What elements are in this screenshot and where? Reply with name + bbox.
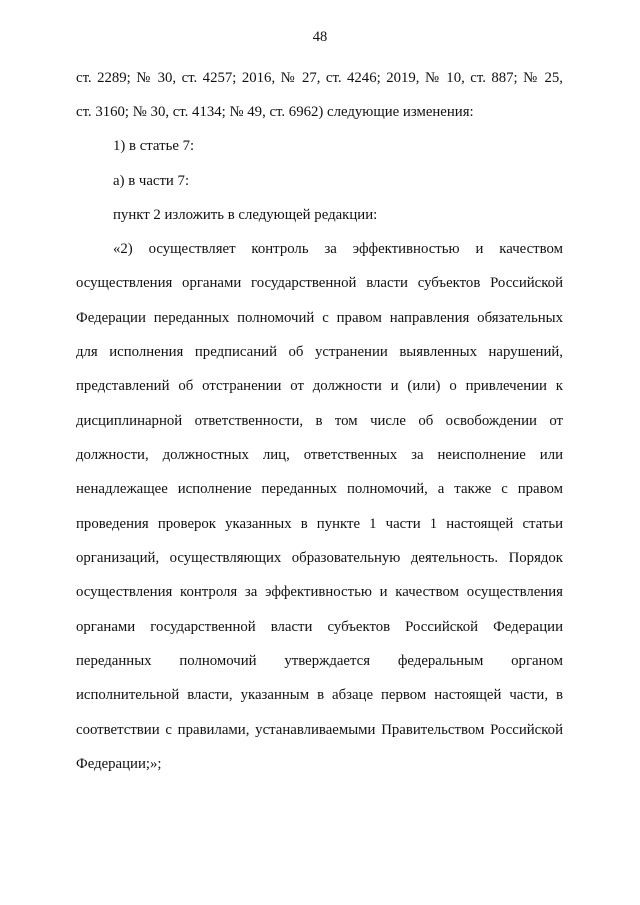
text-line: организаций, осуществляющих образовательную деятельность. Порядок	[76, 550, 563, 566]
text-line: осуществления органами государственной власти субъектов Российской	[76, 275, 563, 291]
list-item-part: а) в части 7:	[113, 173, 190, 189]
text-line: ст. 3160; № 30, ст. 4134; № 49, ст. 6962) следующие изменения:	[76, 104, 474, 120]
list-item-article: 1) в статье 7:	[113, 138, 195, 154]
instruction-line: пункт 2 изложить в следующей редакции:	[113, 207, 378, 223]
text-line: дисциплинарной ответственности, в том числе об освобождении от	[76, 413, 563, 429]
text-line: проведения проверок указанных в пункте 1 части 1 настоящей статьи	[76, 516, 563, 532]
text-line: Федерации переданных полномочий с правом направления обязательных	[76, 310, 563, 326]
text-line: органами государственной власти субъектов Российской Федерации	[76, 619, 563, 635]
text-line: должности, должностных лиц, ответственных за неисполнение или	[76, 447, 563, 463]
quoted-paragraph-start: «2) осуществляет контроль за эффективностью и качеством	[113, 241, 563, 257]
text-line: соответствии с правилами, устанавливаемыми Правительством Российской	[76, 722, 563, 738]
text-line: ст. 2289; № 30, ст. 4257; 2016, № 27, ст. 4246; 2019, № 10, ст. 887; № 25,	[76, 70, 563, 86]
text-line: переданных полномочий утверждается федеральным органом	[76, 653, 563, 669]
text-line: ненадлежащее исполнение переданных полномочий, а также с правом	[76, 481, 563, 497]
page-number: 48	[312, 29, 328, 45]
text-line-last: Федерации;»;	[76, 756, 162, 772]
text-line: для исполнения предписаний об устранении выявленных нарушений,	[76, 344, 563, 360]
text-line: осуществления контроля за эффективностью и качеством осуществления	[76, 584, 563, 600]
text-line: представлений об отстранении от должности и (или) о привлечении к	[76, 378, 563, 394]
text-line: исполнительной власти, указанным в абзаце первом настоящей части, в	[76, 687, 563, 703]
